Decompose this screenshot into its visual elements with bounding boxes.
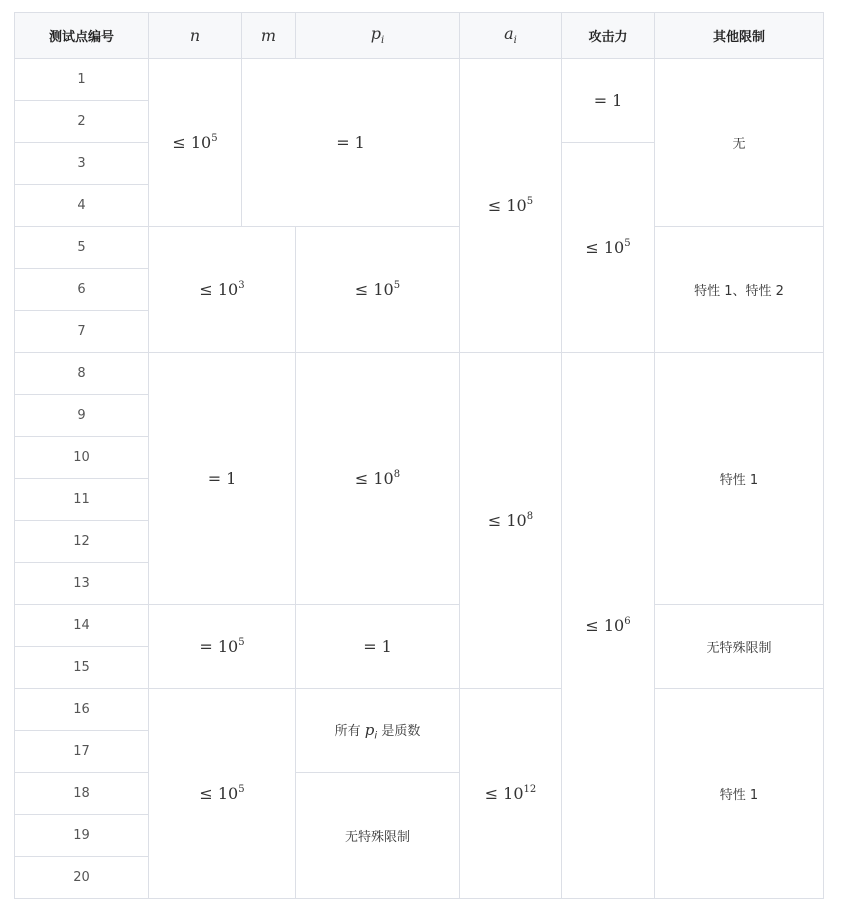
n-cell-1-4 [149, 59, 242, 227]
op: = [363, 637, 377, 656]
header-p [296, 13, 460, 59]
exponent: 5 [526, 196, 534, 207]
test-id-cell: 15 [15, 647, 149, 689]
exponent: 3 [238, 280, 245, 291]
other-cell-5-7: 特性 1、特性 2 [655, 227, 824, 353]
header-test-id: 测试点编号 [15, 13, 149, 59]
header-a [460, 13, 562, 59]
op: ≤ [585, 238, 599, 257]
p-cell-16-17 [296, 689, 460, 773]
base: 10 [506, 196, 527, 215]
base: 10 [373, 469, 394, 488]
header-other: 其他限制 [655, 13, 824, 59]
exponent: 8 [526, 511, 534, 522]
p-cell-8-13 [296, 353, 460, 605]
test-id-cell: 3 [15, 143, 149, 185]
table-row [15, 59, 824, 101]
op: = [336, 133, 350, 152]
base: 10 [373, 280, 394, 299]
other-cell-8-13: 特性 1 [655, 353, 824, 605]
header-n: n [149, 13, 242, 59]
test-id-cell: 4 [15, 185, 149, 227]
op: ≤ [172, 133, 186, 152]
base: 10 [506, 511, 527, 530]
op: = [199, 637, 213, 656]
header-a-sub: i [513, 35, 517, 47]
table-row [15, 689, 824, 731]
test-id-cell: 14 [15, 605, 149, 647]
other-cell-1-4: 无 [655, 59, 824, 227]
exponent: 5 [624, 238, 631, 249]
test-id-cell: 18 [15, 773, 149, 815]
var-p: p [364, 720, 375, 739]
base: 10 [603, 616, 625, 635]
test-id-cell: 9 [15, 395, 149, 437]
exponent: 8 [393, 469, 401, 480]
test-id-cell: 10 [15, 437, 149, 479]
a-cell-16-20 [460, 689, 562, 899]
exponent: 5 [393, 280, 401, 291]
op: = [593, 91, 608, 110]
op: ≤ [585, 616, 599, 635]
a-cell-1-7 [460, 59, 562, 353]
op: ≤ [354, 280, 369, 299]
nm-cell-5-7 [149, 227, 296, 353]
base: 10 [603, 238, 625, 257]
table-row [15, 353, 824, 395]
var-sub: i [374, 730, 378, 742]
p-cell-18-20: 无特殊限制 [296, 773, 460, 899]
base: 10 [217, 784, 239, 803]
p-cell-14-15 [296, 605, 460, 689]
attack-cell-1-2 [562, 59, 655, 143]
exponent: 5 [238, 784, 245, 795]
exponent: 5 [211, 133, 218, 144]
op: ≤ [199, 784, 213, 803]
other-cell-16-20: 特性 1 [655, 689, 824, 899]
prefix-text: 所有 [334, 723, 361, 739]
test-id-cell: 2 [15, 101, 149, 143]
op: ≤ [487, 511, 502, 530]
exponent: 12 [523, 784, 537, 795]
nm-cell-14-15 [149, 605, 296, 689]
header-m: m [242, 13, 296, 59]
test-id-cell: 5 [15, 227, 149, 269]
mp-cell-1-4 [242, 59, 460, 227]
base: 10 [503, 784, 524, 803]
exponent: 5 [238, 637, 245, 648]
header-row [15, 13, 824, 59]
base: 10 [217, 637, 239, 656]
suffix-text: 是质数 [381, 723, 421, 739]
other-cell-14-15: 无特殊限制 [655, 605, 824, 689]
test-id-cell: 12 [15, 521, 149, 563]
test-id-cell: 7 [15, 311, 149, 353]
header-a-var: a [504, 24, 514, 44]
test-id-cell: 16 [15, 689, 149, 731]
op: ≤ [199, 280, 213, 299]
p-cell-5-7 [296, 227, 460, 353]
base: 1 [354, 133, 365, 152]
op: = [207, 469, 222, 488]
nm-cell-16-20 [149, 689, 296, 899]
a-cell-8-15 [460, 353, 562, 689]
header-attack: 攻击力 [562, 13, 655, 59]
test-id-cell: 20 [15, 857, 149, 899]
op: ≤ [354, 469, 369, 488]
test-id-cell: 1 [15, 59, 149, 101]
attack-cell-8-20 [562, 353, 655, 899]
table-row [15, 605, 824, 647]
nm-cell-8-13 [149, 353, 296, 605]
base: 1 [612, 91, 623, 110]
exponent: 6 [624, 616, 631, 627]
op: ≤ [487, 196, 502, 215]
header-p-sub: i [381, 35, 385, 47]
test-id-cell: 13 [15, 563, 149, 605]
test-id-cell: 17 [15, 731, 149, 773]
test-id-cell: 19 [15, 815, 149, 857]
base: 1 [381, 637, 392, 656]
base: 10 [217, 280, 239, 299]
header-p-var: p [370, 24, 382, 44]
subtask-table [14, 12, 824, 899]
test-id-cell: 8 [15, 353, 149, 395]
attack-cell-3-7 [562, 143, 655, 353]
test-id-cell: 6 [15, 269, 149, 311]
table-row [15, 227, 824, 269]
base: 10 [190, 133, 212, 152]
op: ≤ [484, 784, 499, 803]
base: 1 [226, 469, 237, 488]
test-id-cell: 11 [15, 479, 149, 521]
